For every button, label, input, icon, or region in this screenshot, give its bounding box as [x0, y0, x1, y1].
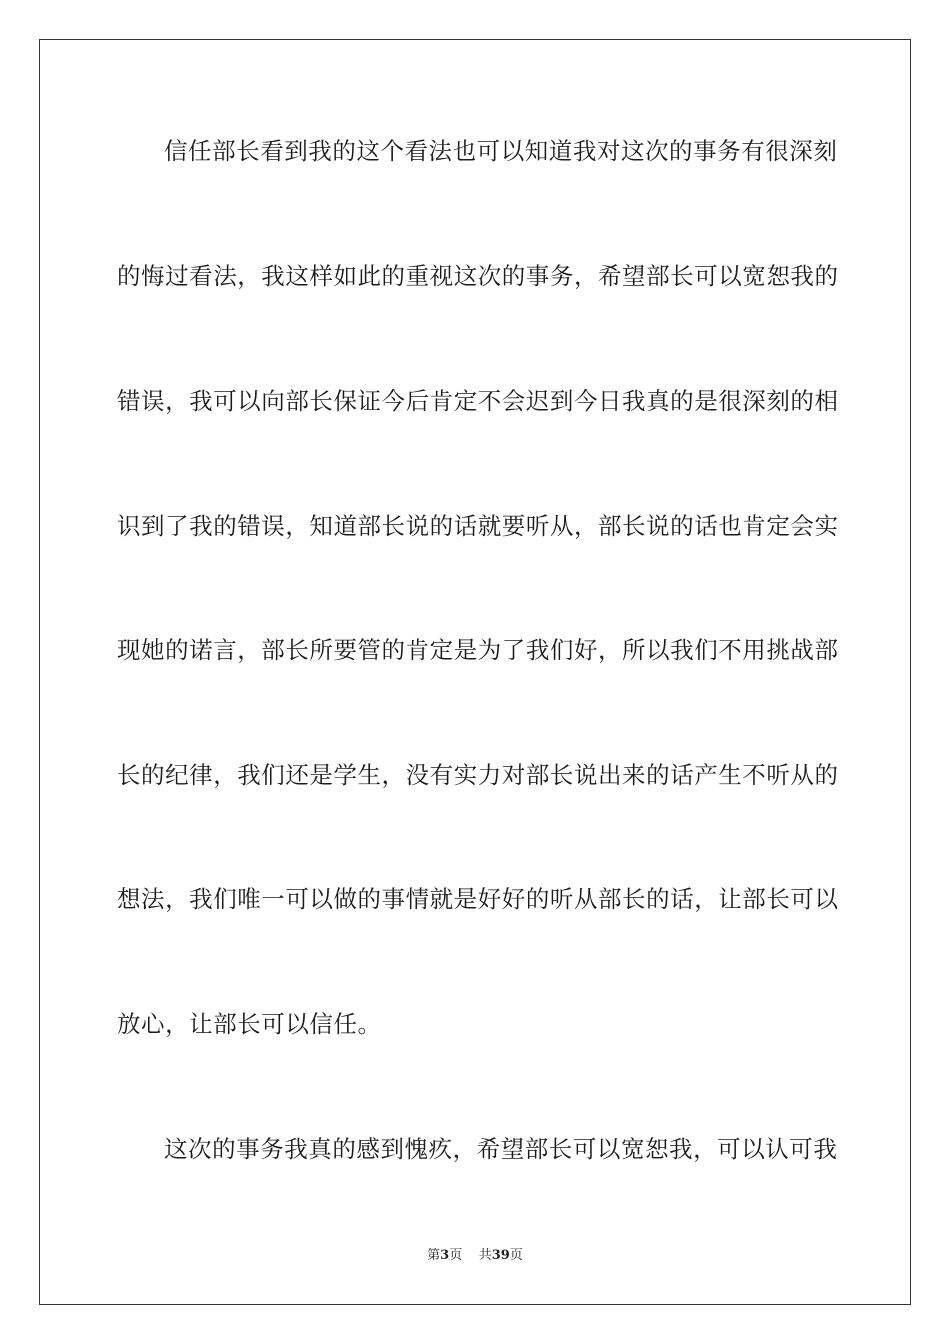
- paragraph-1-line-4: 识到了我的错误，知道部长说的话就要听从，部长说的话也肯定会实: [117, 512, 839, 540]
- paragraph-1-line-7: 想法，我们唯一可以做的事情就是好好的听从部长的话，让部长可以: [117, 885, 839, 913]
- paragraph-1-line-8: 放心，让部长可以信任。: [117, 1010, 382, 1038]
- paragraph-1-line-5: 现她的诺言，部长所要管的肯定是为了我们好，所以我们不用挑战部: [117, 636, 839, 664]
- total-suffix: 页: [509, 1248, 523, 1263]
- paragraph-1-line-2: 的悔过看法，我这样如此的重视这次的事务，希望部长可以宽恕我的: [117, 262, 839, 290]
- paragraph-1-line-1: 信任部长看到我的这个看法也可以知道我对这次的事务有很深刻: [164, 137, 838, 165]
- page-border: [39, 39, 911, 1305]
- page-current: 3: [440, 1248, 450, 1263]
- page-suffix: 页: [449, 1248, 463, 1263]
- paragraph-1-line-3: 错误，我可以向部长保证今后肯定不会迟到今日我真的是很深刻的相: [117, 387, 839, 415]
- page-prefix: 第: [427, 1248, 441, 1263]
- page-total: 39: [491, 1248, 510, 1263]
- total-prefix: 共: [478, 1248, 492, 1263]
- page-footer: [0, 1247, 950, 1265]
- paragraph-1-line-6: 长的纪律，我们还是学生，没有实力对部长说出来的话产生不听从的: [117, 761, 839, 789]
- paragraph-2-line-1: 这次的事务我真的感到愧疚，希望部长可以宽恕我，可以认可我: [164, 1135, 838, 1163]
